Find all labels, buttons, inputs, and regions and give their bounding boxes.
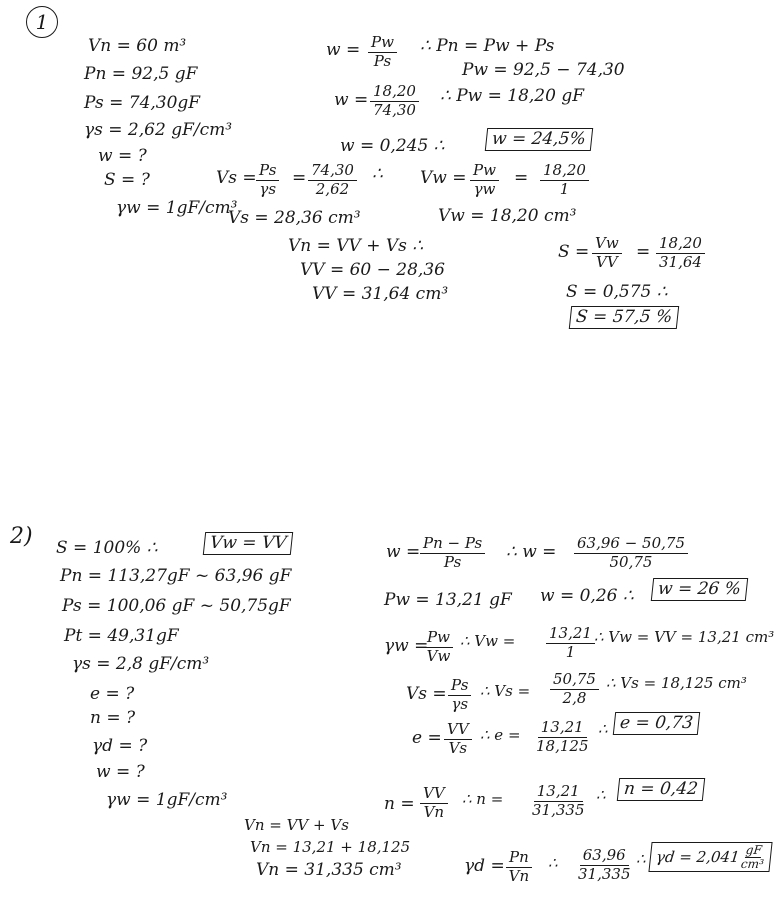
s-def-fraction: [592, 236, 622, 271]
fraction-numerator: Ps: [448, 678, 471, 696]
saturation-box: Vw = VV: [203, 532, 294, 555]
w2-def-lhs: w =: [386, 542, 421, 562]
w2-result-box: w = 26 %: [651, 578, 748, 601]
given-line: γd = ?: [92, 736, 148, 756]
s-result: S = 0,575 ∴: [566, 282, 668, 302]
vn-sum: Vn = VV + Vs ∴: [288, 236, 424, 256]
fraction-denominator: 74,30: [373, 100, 416, 119]
vs2-def-tail: ∴ Vs = 18,125 cm³: [606, 674, 747, 692]
gd-def-lhs: γd =: [464, 856, 505, 876]
fraction-numerator: 13,21: [534, 784, 583, 802]
gw-def-fraction-2: [546, 626, 595, 661]
vs-def-equals: =: [292, 168, 307, 188]
w2-def-fraction-2: [574, 536, 688, 571]
vw-def-fraction: [470, 163, 499, 198]
w2-def-fraction: [420, 536, 485, 571]
vs2-def-fraction: [448, 678, 471, 713]
given-line: Pn = 92,5 gF: [84, 64, 198, 84]
vv-calc: VV = 60 − 28,36: [300, 260, 445, 280]
s-def-lhs: S =: [558, 242, 590, 262]
fraction-numerator: VV: [420, 786, 448, 804]
given-line: w = ?: [98, 146, 147, 166]
vs-def-fraction-2: [308, 163, 357, 198]
gw-def-lhs: γw =: [384, 636, 429, 656]
fraction-denominator: γs: [259, 179, 277, 198]
fraction-numerator: Ps: [256, 163, 279, 181]
gw-def-tail: ∴ Vw = VV = 13,21 cm³: [594, 628, 775, 646]
fraction-denominator: Vw: [426, 646, 451, 665]
fraction-denominator: γs: [451, 694, 469, 713]
given-line: Vn = 60 m³: [88, 36, 187, 56]
vw-def-fraction-2: [540, 163, 589, 198]
fraction-denominator: 1: [565, 642, 576, 661]
fraction-numerator: 18,20: [540, 163, 589, 181]
fraction-denominator: 2,62: [315, 179, 350, 198]
n-def-tail: ∴: [596, 786, 606, 804]
fraction-numerator: Pn − Ps: [420, 536, 485, 554]
unit-denominator: cm³: [740, 856, 765, 871]
given-line: Ps = 100,06 gF ~ 50,75gF: [62, 596, 291, 616]
e-def-rest: ∴ e =: [480, 726, 521, 744]
fraction-numerator: Vw: [592, 236, 622, 254]
gw-def-rest: ∴ Vw =: [460, 632, 516, 650]
vs2-def-rest: ∴ Vs =: [480, 682, 531, 700]
w-result: w = 0,245 ∴: [340, 136, 445, 156]
w-calc-fraction: [370, 84, 419, 119]
vn2-line: Vn = 13,21 + 18,125: [250, 838, 411, 856]
gd-result-value: γd = 2,041: [655, 847, 741, 866]
w-calc-lhs: w =: [334, 90, 369, 110]
w-def-fraction: [368, 35, 397, 70]
fraction-denominator: Ps: [443, 552, 462, 571]
problem-1-number: 1: [26, 6, 58, 38]
fraction-numerator: Pw: [424, 630, 453, 648]
e-def-lhs: e =: [412, 728, 442, 748]
fraction-denominator: 2,8: [562, 688, 587, 707]
unit-numerator: gF: [745, 843, 763, 857]
fraction-numerator: VV: [444, 722, 472, 740]
vv-result: VV = 31,64 cm³: [312, 284, 449, 304]
vn2-line: Vn = VV + Vs: [244, 816, 349, 834]
fraction-denominator: VV: [596, 252, 618, 271]
vs-result: Vs = 28,36 cm³: [228, 208, 361, 228]
vn2-line: Vn = 31,335 cm³: [256, 860, 402, 880]
s-def-fraction-2: [656, 236, 705, 271]
given-line: S = 100% ∴: [56, 538, 158, 558]
fraction-numerator: Pn: [506, 850, 532, 868]
gd-def-rest: ∴: [548, 854, 558, 872]
e-result-box: e = 0,73: [613, 712, 700, 735]
w-result-box: w = 24,5%: [485, 128, 593, 151]
w-def-rest: ∴ Pn = Pw + Ps: [420, 36, 555, 56]
fraction-numerator: 13,21: [538, 720, 587, 738]
e-def-fraction: [444, 722, 472, 757]
given-line: n = ?: [90, 708, 136, 728]
w2-result: w = 0,26 ∴: [540, 586, 634, 606]
n-def-fraction: [420, 786, 448, 821]
e-def-fraction-2: [536, 720, 589, 755]
w-calc-rest: ∴ Pw = 18,20 gF: [440, 86, 585, 106]
vs2-def-fraction-2: [550, 672, 599, 707]
fraction-denominator: 31,335: [532, 800, 585, 819]
n-def-lhs: n =: [384, 794, 415, 814]
fraction-numerator: 18,20: [656, 236, 705, 254]
fraction-denominator: Vs: [448, 738, 468, 757]
fraction-denominator: Ps: [373, 51, 392, 70]
vw-def-equals: =: [514, 168, 529, 188]
fraction-numerator: 18,20: [370, 84, 419, 102]
fraction-numerator: 74,30: [308, 163, 357, 181]
fraction-denominator: 50,75: [609, 552, 653, 571]
fraction-denominator: γw: [473, 179, 496, 198]
vw-result: Vw = 18,20 cm³: [438, 206, 577, 226]
vs-def-lhs: Vs =: [216, 168, 257, 188]
w-def-lhs: w =: [326, 40, 361, 60]
n-def-fraction-2: [532, 784, 585, 819]
vs2-def-lhs: Vs =: [406, 684, 447, 704]
fraction-denominator: Vn: [508, 866, 530, 885]
fraction-denominator: 31,64: [659, 252, 702, 271]
fraction-numerator: 63,96: [580, 848, 629, 866]
given-line: S = ?: [104, 170, 150, 190]
n-result-box: n = 0,42: [617, 778, 705, 801]
given-line: γw = 1gF/cm³: [116, 198, 238, 218]
fraction-numerator: 13,21: [546, 626, 595, 644]
w2-def-rest: ∴ w =: [506, 542, 557, 562]
gd-def-fraction: [506, 850, 532, 885]
gd-def-tail: ∴: [636, 850, 646, 868]
fraction-numerator: 50,75: [550, 672, 599, 690]
gd-def-fraction-2: [578, 848, 631, 883]
fraction-numerator: Pw: [368, 35, 397, 53]
vs-def-fraction: [256, 163, 279, 198]
fraction-numerator: Pw: [470, 163, 499, 181]
given-line: γw = 1gF/cm³: [106, 790, 228, 810]
s-result-box: S = 57,5 %: [569, 306, 679, 329]
fraction-numerator: 63,96 − 50,75: [574, 536, 688, 554]
given-line: Pt = 49,31gF: [64, 626, 179, 646]
given-line: e = ?: [90, 684, 135, 704]
given-line: Ps = 74,30gF: [84, 93, 201, 113]
pw-line: Pw = 92,5 − 74,30: [462, 60, 625, 80]
n-def-rest: ∴ n =: [462, 790, 504, 808]
gd-result-unit: [740, 844, 766, 870]
given-line: γs = 2,8 gF/cm³: [72, 654, 210, 674]
given-line: w = ?: [96, 762, 145, 782]
given-line: Pn = 113,27gF ~ 63,96 gF: [60, 566, 292, 586]
fraction-denominator: 31,335: [578, 864, 631, 883]
e-def-tail: ∴: [598, 720, 608, 738]
gw-def-fraction: [424, 630, 453, 665]
gd-result-box: [648, 842, 772, 872]
pw2-line: Pw = 13,21 gF: [384, 590, 512, 610]
fraction-denominator: 1: [559, 179, 570, 198]
s-def-equals: =: [636, 242, 651, 262]
given-line: γs = 2,62 gF/cm³: [84, 120, 233, 140]
vw-def-lhs: Vw =: [420, 168, 467, 188]
fraction-denominator: Vn: [423, 802, 445, 821]
fraction-denominator: 18,125: [536, 736, 589, 755]
vs-def-rest: ∴: [372, 164, 383, 184]
problem-2-number: 2): [10, 524, 33, 549]
